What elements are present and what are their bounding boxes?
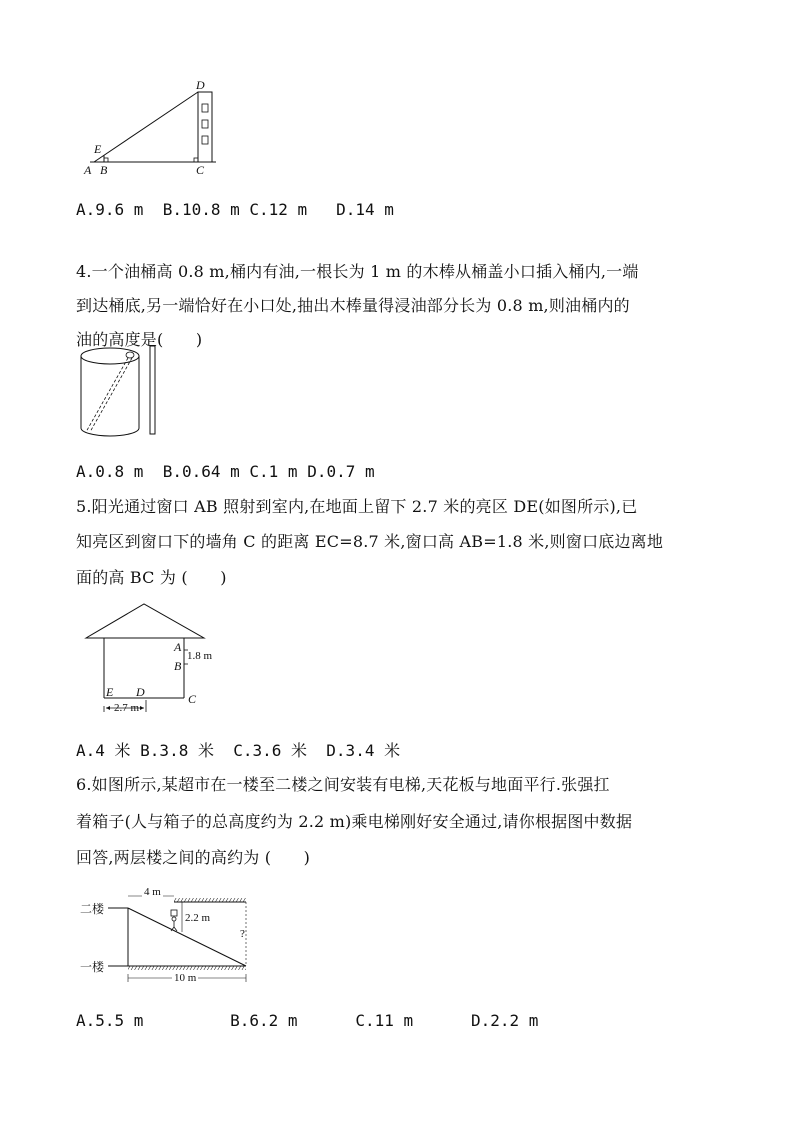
q6-line-2: 着箱子(人与箱子的总高度约为 2.2 m)乘电梯刚好安全通过,请你根据图中数据 <box>76 812 633 831</box>
figure-q3 <box>80 78 230 178</box>
label-floor-2: 二楼 <box>80 902 105 916</box>
figure-q6-drawing <box>80 890 260 990</box>
label-a: A <box>84 163 92 177</box>
q6-line-3: 回答,两层楼之间的高约为 ( ) <box>76 848 311 867</box>
label-d: D <box>196 78 205 92</box>
q4-line-2: 到达桶底,另一端恰好在小口处,抽出木棒量得浸油部分长为 0.8 m,则油桶内的 <box>76 296 630 315</box>
figure-q4-drawing <box>80 342 170 442</box>
label-c: C <box>196 163 205 177</box>
label-de-length: 2.7 m <box>114 702 140 714</box>
label-c: C <box>188 692 197 706</box>
figure-q5 <box>84 600 224 720</box>
label-unknown-height: ? <box>240 928 245 940</box>
label-person-height: 2.2 m <box>185 912 211 924</box>
label-floor-1: 一楼 <box>80 960 105 974</box>
figure-q6 <box>80 886 260 990</box>
q4-options: A.0.8 m B.0.64 m C.1 m D.0.7 m <box>76 462 375 481</box>
label-bottom-length: 10 m <box>174 972 197 984</box>
q5-line-2: 知亮区到窗口下的墙角 C 的距离 EC=8.7 米,窗口高 AB=1.8 米,则窗口底边离地 <box>76 532 664 551</box>
label-a: A <box>174 640 182 654</box>
q5-line-3: 面的高 BC 为 ( ) <box>76 568 227 587</box>
q4-line-3: 油的高度是( ) <box>76 330 203 349</box>
q6-line-1: 6.如图所示,某超市在一楼至二楼之间安装有电梯,天花板与地面平行.张强扛 <box>76 775 610 794</box>
label-e: E <box>94 142 102 156</box>
q6-options: A.5.5 m B.6.2 m C.11 m D.2.2 m <box>76 1011 539 1030</box>
figure-q4 <box>80 342 170 442</box>
label-e: E <box>106 685 114 699</box>
q5-options: A.4 米 B.3.8 米 C.3.6 米 D.3.4 米 <box>76 741 401 760</box>
label-top-length: 4 m <box>144 886 161 898</box>
q3-options: A.9.6 m B.10.8 m C.12 m D.14 m <box>76 200 394 219</box>
q5-line-1: 5.阳光通过窗口 AB 照射到室内,在地面上留下 2.7 米的亮区 DE(如图所示),已 <box>76 497 638 516</box>
label-ab-length: 1.8 m <box>187 650 213 662</box>
label-b: B <box>174 659 182 673</box>
label-b: B <box>100 163 108 177</box>
q4-line-1: 4.一个油桶高 0.8 m,桶内有油,一根长为 1 m 的木棒从桶盖小口插入桶内,一端 <box>76 262 639 281</box>
label-d: D <box>136 685 145 699</box>
